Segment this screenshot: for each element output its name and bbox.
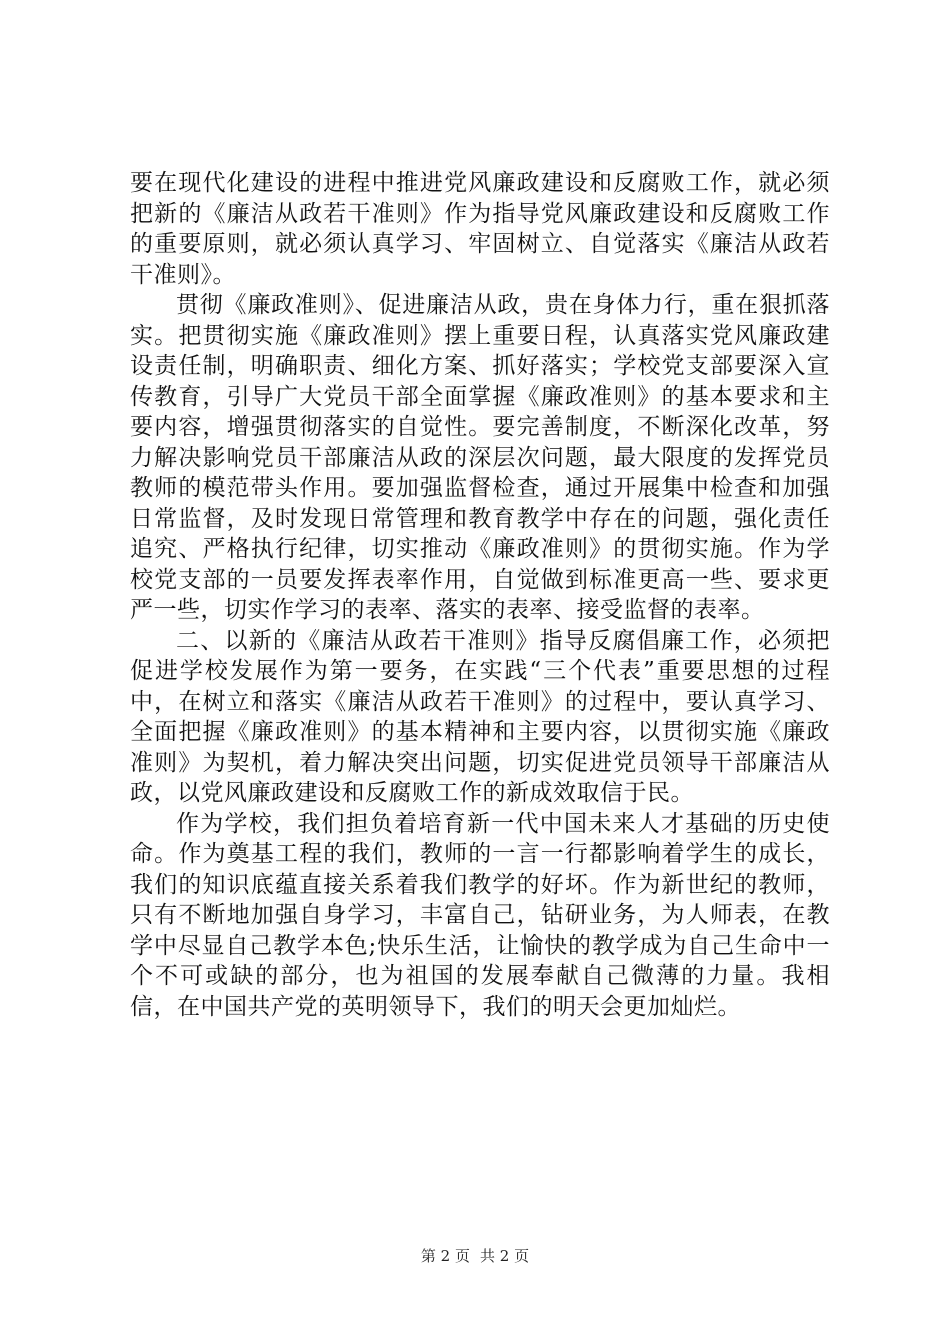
paragraph-3: 二、以新的《廉洁从政若干准则》指导反腐倡廉工作，必须把促进学校发展作为第一要务，在实践“三个代表”重要思想的过程中，在树立和落实《廉洁从政若干准则》的过程中，要认真学习、全面把握《廉政准则》的基本精神和主要内容，以贯彻实施《廉政准则》为契机，着力解决突出问题，切实促进党员领导干部廉洁从政，以党风廉政建设和反腐败工作的新成效取信于民。	[130, 627, 830, 806]
paragraph-1: 要在现代化建设的进程中推进党风廉政建设和反腐败工作，就必须把新的《廉洁从政若干准则》作为指导党风廉政建设和反腐败工作的重要原则，就必须认真学习、牢固树立、自觉落实《廉洁从政若干准则》。	[130, 170, 830, 288]
paragraph-2: 贯彻《廉政准则》、促进廉洁从政，贵在身体力行，重在狠抓落实。把贯彻实施《廉政准则》摆上重要日程，认真落实党风廉政建设责任制，明确职责、细化方案、抓好落实；学校党支部要深入宣传教育，引导广大党员干部全面掌握《廉政准则》的基本要求和主要内容，增强贯彻落实的自觉性。要完善制度，不断深化改革，努力解决影响党员干部廉洁从政的深层次问题，最大限度的发挥党员教师的模范带头作用。要加强监督检查，通过开展集中检查和加强日常监督，及时发现日常管理和教育教学中存在的问题，强化责任追究、严格执行纪律，切实推动《廉政准则》的贯彻实施。作为学校党支部的一员要发挥表率作用，自觉做到标准更高一些、要求更严一些，切实作学习的表率、落实的表率、接受监督的表率。	[130, 292, 830, 623]
page-footer	[0, 1245, 950, 1266]
document-body	[130, 168, 830, 1022]
page-total: 共 2 页	[480, 1247, 530, 1265]
page-number: 第 2 页	[420, 1247, 470, 1265]
paragraph-4: 作为学校，我们担负着培育新一代中国未来人才基础的历史使命。作为奠基工程的我们，教师的一言一行都影响着学生的成长，我们的知识底蕴直接关系着我们教学的好坏。作为新世纪的教师，只有不断地加强自身学习，丰富自己，钻研业务，为人师表，在教学中尽显自己教学本色;快乐生活，让愉快的教学成为自己生命中一个不可或缺的部分，也为祖国的发展奉献自己微薄的力量。我相信，在中国共产党的英明领导下，我们的明天会更加灿烂。	[130, 810, 830, 1020]
